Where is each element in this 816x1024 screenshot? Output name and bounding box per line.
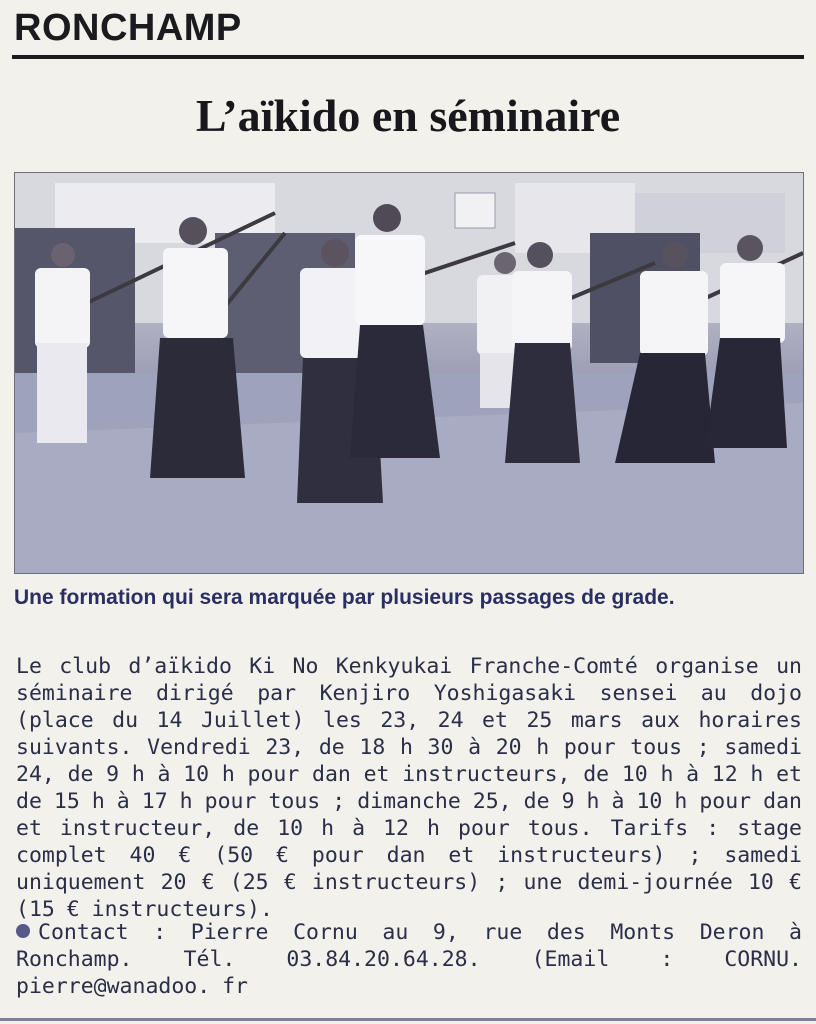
photo-caption: Une formation qui sera marquée par plusieurs passages de grade.: [14, 586, 675, 609]
contact-info: [16, 919, 802, 1000]
article-body: Le club d’aïkido Ki No Kenkyukai Franche-Comté organise un séminaire dirigé par Kenjiro Yoshigasaki sensei au dojo (place du 14 Juillet) les 23, 24 et 25 mars aux horaires suivants. Vendredi 23, de 18 h 30 à 20 h pour tous ; samedi 24, de 9 h à 10 h pour dan et instructeurs, de 10 h à 12 h et de 15 h à 17 h pour tous ; dimanche 25, de 9 h à 10 h pour dan et instructeur, de 10 h à 12 h pour tous. Tarifs : stage complet 40 € (50 € pour dan et instructeurs) ; samedi uniquement 20 € (25 € instructeurs) ; une demi-journée 10 € (15 € instructeurs).: [16, 654, 802, 922]
header-rule: [12, 55, 804, 59]
section-label: RONCHAMP: [14, 7, 242, 49]
contact-text: Contact : Pierre Cornu au 9, rue des Monts Deron à Ronchamp. Tél. 03.84.20.64.28. (Email : CORNU. pierre@wanadoo. fr: [16, 920, 802, 999]
bottom-rule: [0, 1018, 816, 1021]
photo-icon: [15, 173, 803, 573]
headline: L’aïkido en séminaire: [195, 90, 621, 141]
bullet-icon: [16, 924, 30, 938]
article-photo: [14, 172, 804, 574]
